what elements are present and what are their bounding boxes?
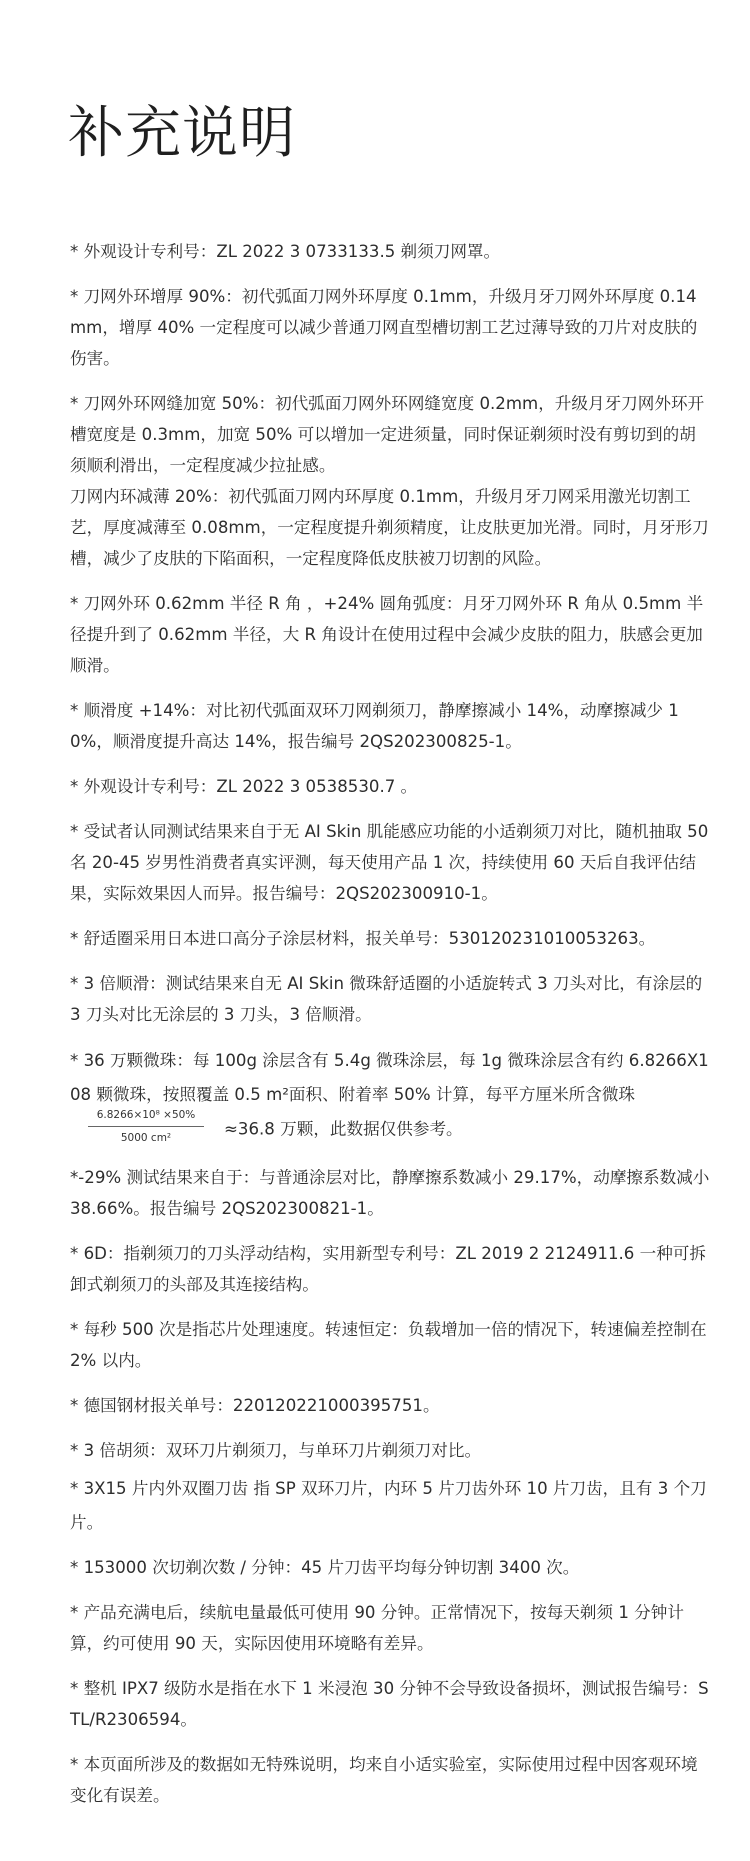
note-german-steel: * 德国钢材报关单号：220120221000395751。: [70, 1396, 440, 1415]
formula-numerator: 6.8266×10⁸ ×50%: [96, 1109, 196, 1121]
note-battery-life: * 产品充满电后，续航电量最低可使用 90 分钟。正常情况下，按每天剃须 1 分钟计算，约可使用 90 天，实际因使用环境略有差异。: [70, 1603, 684, 1653]
note-appearance-patent-2: * 外观设计专利号：ZL 2022 3 0538530.7 。: [70, 777, 418, 796]
notes-list: [70, 236, 710, 1811]
note-6d-floating: * 6D：指剃须刀的刀头浮动结构，实用新型专利号：ZL 2019 2 2124911.6 一种可拆卸式剃须刀的头部及其连接结构。: [70, 1244, 706, 1294]
note-mesh-inner-thinning: 刀网内环减薄 20%：初代弧面刀网内环厚度 0.1mm，升级月牙刀网采用激光切割工艺，厚度减薄至 0.08mm，一定程度提升剃须精度，让皮肤更加光滑。同时，月牙形刀槽，减少了皮肤的下陷面积，一定程度降低皮肤被刀切割的风险。: [70, 487, 709, 568]
page-title: 补充说明: [68, 101, 296, 166]
note-microbeads-result: ≈36.8 万颗，此数据仅供参考。: [224, 1119, 463, 1139]
note-comfort-ring-material: * 舒适圈采用日本进口高分子涂层材料，报关单号：530120231010053263。: [70, 929, 656, 948]
note-microbeads-text: * 36 万颗微珠：每 100g 涂层含有 5.4g 微珠涂层，每 1g 微珠涂层含有约 6.8266X108 颗微珠，按照覆盖 0.5 m²面积、附着率 50% 计算，每平方厘米所含微珠: [70, 1051, 709, 1104]
note-blade-teeth: * 3X15 片内外双圈刀齿 指 SP 双环刀片，内环 5 片刀齿外环 10 片刀齿，且有 3 个刀片。: [70, 1479, 707, 1532]
note-triple-beard: * 3 倍胡须：双环刀片剃须刀，与单环刀片剃须刀对比。: [70, 1441, 482, 1460]
formula-fraction-line: [88, 1126, 204, 1127]
note-mesh-outer-thickness: * 刀网外环增厚 90%：初代弧面刀网外环厚度 0.1mm，升级月牙刀网外环厚度 0.14mm，增厚 40% 一定程度可以减少普通刀网直型槽切割工艺过薄导致的刀片对皮肤的伤害。: [70, 287, 698, 368]
note-cuts-per-minute: * 153000 次切剃次数 / 分钟：45 片刀齿平均每分钟切割 3400 次。: [70, 1558, 580, 1577]
note-microbeads: [70, 1044, 710, 1148]
note-friction-29: *-29% 测试结果来自于：与普通涂层对比，静摩擦系数减小 29.17%，动摩擦系数减小 38.66%。报告编号 2QS202300821-1。: [70, 1168, 710, 1218]
note-chip-speed: * 每秒 500 次是指芯片处理速度。转速恒定：负载增加一倍的情况下，转速偏差控制在 2% 以内。: [70, 1320, 707, 1370]
microbeads-formula: [82, 1104, 210, 1148]
note-user-test: * 受试者认同测试结果来自于无 AI Skin 肌能感应功能的小适剃须刀对比，随机抽取 50 名 20-45 岁男性消费者真实评测，每天使用产品 1 次，持续使用 60 天后自我评估结果，实际效果因人而异。报告编号：2QS202300910-1。: [70, 822, 709, 903]
formula-denominator: 5000 cm²: [120, 1132, 172, 1144]
note-mesh-r-angle: * 刀网外环 0.62mm 半径 R 角 ，+24% 圆角弧度：月牙刀网外环 R 角从 0.5mm 半径提升到了 0.62mm 半径，大 R 角设计在使用过程中会减少皮肤的阻力，肤感会更加顺滑。: [70, 594, 704, 675]
note-smoothness: * 顺滑度 +14%：对比初代弧面双环刀网剃须刀，静摩擦减小 14%，动摩擦减少 10%，顺滑度提升高达 14%，报告编号 2QS202300825-1。: [70, 701, 679, 751]
note-data-disclaimer: * 本页面所涉及的数据如无特殊说明，均来自小适实验室，实际使用过程中因客观环境变化有误差。: [70, 1755, 698, 1805]
note-triple-smooth: * 3 倍顺滑：测试结果来自无 AI Skin 微珠舒适圈的小适旋转式 3 刀头对比，有涂层的 3 刀头对比无涂层的 3 刀头，3 倍顺滑。: [70, 974, 703, 1024]
note-appearance-patent-1: * 外观设计专利号：ZL 2022 3 0733133.5 剃须刀网罩。: [70, 242, 501, 261]
note-waterproof: * 整机 IPX7 级防水是指在水下 1 米浸泡 30 分钟不会导致设备损坏，测试报告编号：STL/R2306594。: [70, 1679, 709, 1729]
note-mesh-slot-width: * 刀网外环网缝加宽 50%：初代弧面刀网外环网缝宽度 0.2mm，升级月牙刀网外环开槽宽度是 0.3mm，加宽 50% 可以增加一定进须量，同时保证剃须时没有剪切到的胡须顺利滑出，一定程度减少拉扯感。: [70, 394, 705, 475]
